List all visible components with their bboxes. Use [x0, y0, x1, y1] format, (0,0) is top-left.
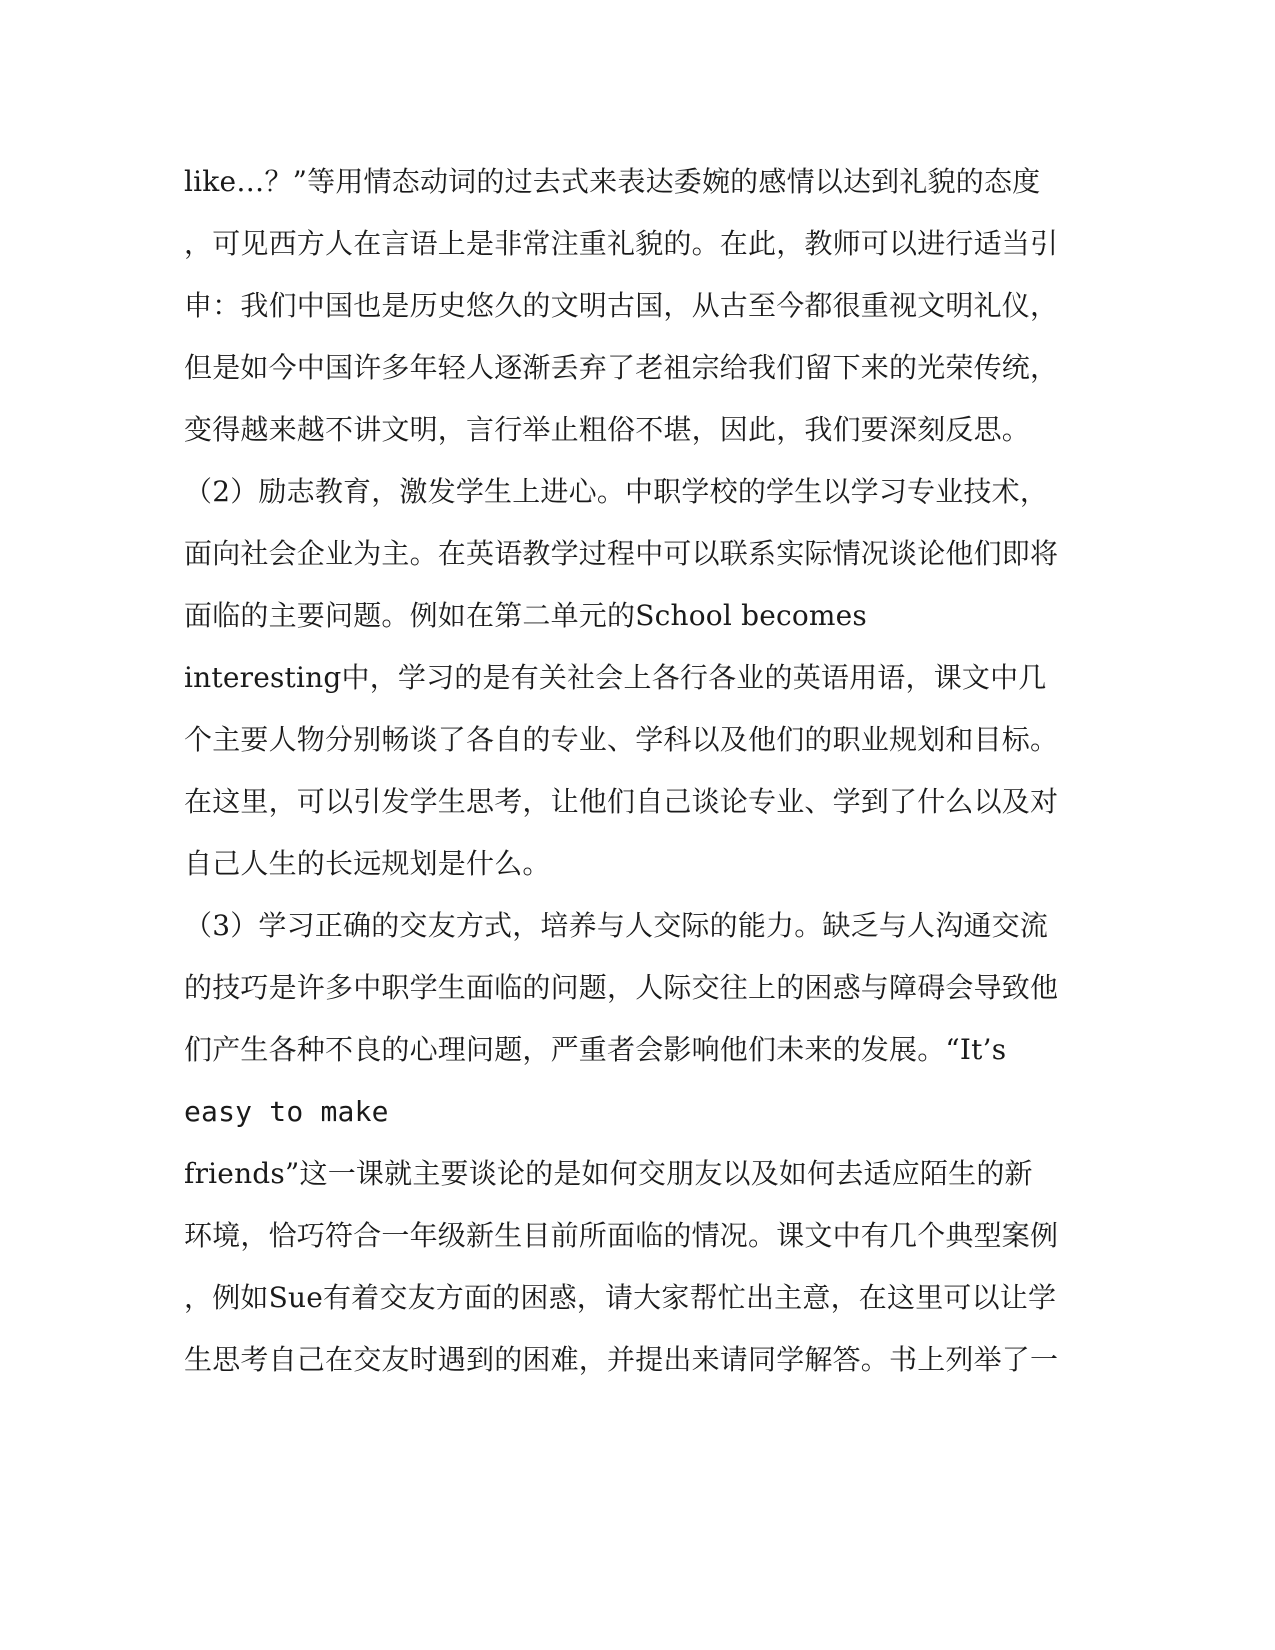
body-text-line: 自己人生的长远规划是什么。 [184, 847, 551, 880]
body-text-line: friends”这一课就主要谈论的是如何交朋友以及如何去适应陌生的新 [184, 1157, 1033, 1190]
body-text-line: 申：我们中国也是历史悠久的文明古国，从古至今都很重视文明礼仪， [184, 289, 1059, 322]
body-text-line: 环境，恰巧符合一年级新生目前所面临的情况。课文中有几个典型案例 [184, 1219, 1059, 1252]
body-text-line: 面向社会企业为主。在英语教学过程中可以联系实际情况谈论他们即将 [184, 537, 1059, 570]
body-text-line: 变得越来越不讲文明，言行举止粗俗不堪，因此，我们要深刻反思。 [184, 413, 1031, 446]
body-text-line: easy to make [184, 1095, 389, 1128]
body-text-line: 们产生各种不良的心理问题，严重者会影响他们未来的发展。“It’s [184, 1033, 1007, 1066]
body-text-line: 个主要人物分别畅谈了各自的专业、学科以及他们的职业规划和目标。 [184, 723, 1059, 756]
body-text-line: 在这里，可以引发学生思考，让他们自己谈论专业、学到了什么以及对 [184, 785, 1059, 818]
body-text-line: ，可见西方人在言语上是非常注重礼貌的。在此，教师可以进行适当引 [184, 227, 1059, 260]
body-text-line: 生思考自己在交友时遇到的困难，并提出来请同学解答。书上列举了一 [184, 1343, 1059, 1376]
body-text-line: 的技巧是许多中职学生面临的问题，人际交往上的困惑与障碍会导致他 [184, 971, 1059, 1004]
body-text-line: like…？”等用情态动词的过去式来表达委婉的感情以达到礼貌的态度 [184, 165, 1041, 198]
body-text-line: ，例如Sue有着交友方面的困惑，请大家帮忙出主意，在这里可以让学 [184, 1281, 1057, 1314]
body-text-line: （3）学习正确的交友方式，培养与人交际的能力。缺乏与人沟通交流 [184, 909, 1049, 942]
body-text-line: interesting中，学习的是有关社会上各行各业的英语用语，课文中几 [184, 661, 1047, 694]
body-text-line: 面临的主要问题。例如在第二单元的School becomes [184, 599, 867, 632]
body-text-line: （2）励志教育，激发学生上进心。中职学校的学生以学习专业技术， [184, 475, 1049, 508]
body-text-line: 但是如今中国许多年轻人逐渐丢弃了老祖宗给我们留下来的光荣传统， [184, 351, 1059, 384]
